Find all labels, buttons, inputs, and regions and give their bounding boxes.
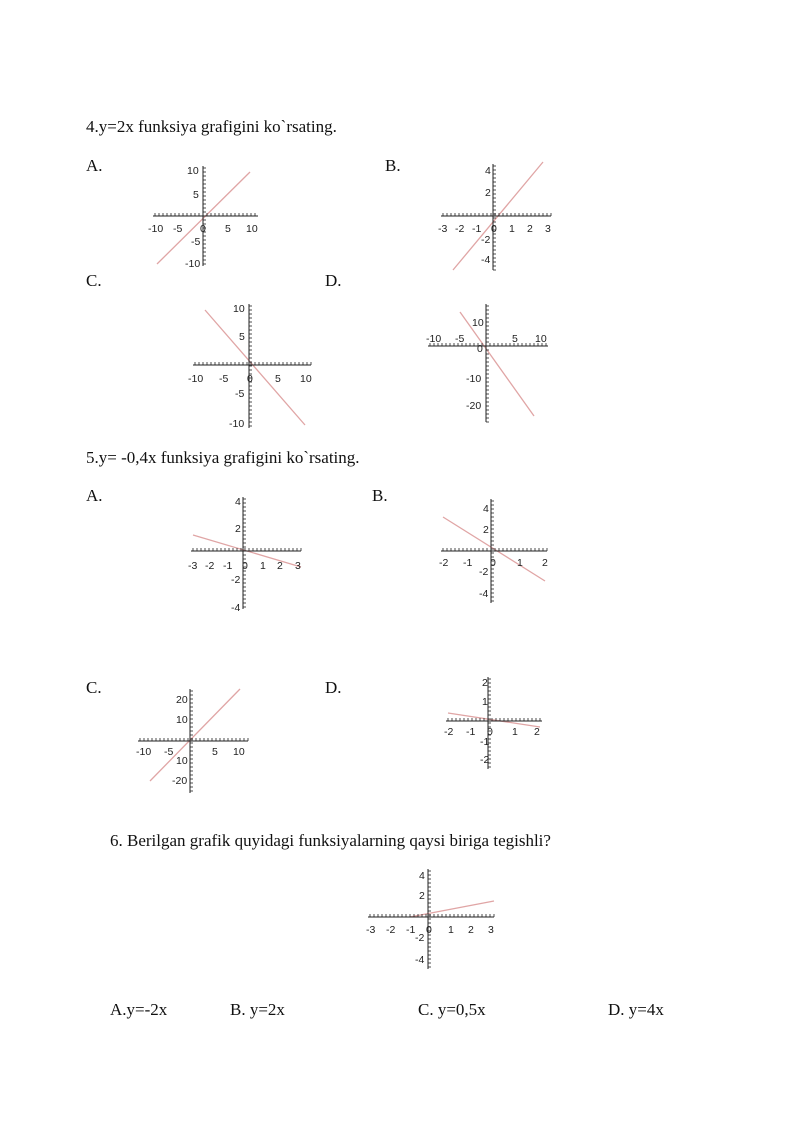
y-tick-label: 10: [176, 755, 188, 767]
y-tick-label: -1: [480, 736, 490, 748]
x-tick-label: 1: [512, 726, 518, 738]
y-tick-label: -10: [466, 373, 482, 385]
x-tick-label: -2: [439, 557, 449, 569]
y-tick-label: 10: [472, 317, 484, 329]
y-tick-label: 2: [482, 677, 488, 689]
x-tick-label: 2: [534, 726, 540, 738]
y-tick-label: -5: [235, 388, 245, 400]
y-tick-label: 4: [483, 503, 489, 515]
y-tick-label: 10: [233, 303, 245, 315]
y-tick-label: -20: [466, 400, 482, 412]
y-tick-label: 2: [235, 523, 241, 535]
x-tick-label: 1: [260, 560, 266, 572]
x-tick-label: -1: [223, 560, 233, 572]
y-tick-label: 2: [483, 524, 489, 536]
x-tick-label: 2: [468, 924, 474, 936]
x-tick-label: 2: [527, 223, 533, 235]
x-tick-label: 2: [542, 557, 548, 569]
y-tick-label: 0: [477, 343, 483, 355]
y-tick-label: -4: [415, 954, 425, 966]
y-tick-label: 4: [235, 496, 241, 508]
q6-answer-b: B. y=2x: [230, 1000, 285, 1019]
x-tick-label: 0: [247, 373, 253, 385]
y-tick-label: 20: [176, 694, 188, 706]
q5-option-c-label: C.: [86, 678, 102, 697]
q4-option-d-label: D.: [325, 271, 342, 290]
y-tick-label: 10: [187, 165, 199, 177]
x-tick-label: 0: [487, 726, 493, 738]
q6-graph: [362, 865, 502, 975]
q4-option-c-label: C.: [86, 271, 102, 290]
question-4-title: 4.y=2x funksiya grafigini ko`rsating.: [86, 117, 337, 136]
q4-graph-a: [145, 160, 270, 270]
y-tick-label: 5: [239, 331, 245, 343]
y-tick-label: 10: [176, 714, 188, 726]
x-tick-label: 0: [490, 557, 496, 569]
x-tick-label: -3: [188, 560, 198, 572]
x-tick-label: 1: [509, 223, 515, 235]
x-tick-label: 0: [426, 924, 432, 936]
y-tick-label: -4: [479, 588, 489, 600]
x-tick-label: -5: [173, 223, 183, 235]
x-tick-label: -1: [463, 557, 473, 569]
question-5-title: 5.y= -0,4x funksiya grafigini ko`rsating.: [86, 448, 360, 467]
q5-option-a-label: A.: [86, 486, 103, 505]
x-tick-label: 0: [491, 223, 497, 235]
y-tick-label: -2: [480, 754, 490, 766]
question-6-title: 6. Berilgan grafik quyidagi funksiyalarning qaysi biriga tegishli?: [110, 831, 551, 850]
x-tick-label: 10: [233, 746, 245, 758]
x-tick-label: -2: [386, 924, 396, 936]
q6-answer-d: D. y=4x: [608, 1000, 664, 1019]
q5-graph-d: [440, 673, 550, 773]
x-tick-label: 0: [242, 560, 248, 572]
q4-graph-c: [185, 300, 320, 430]
x-tick-label: 10: [246, 223, 258, 235]
x-tick-label: -10: [136, 746, 152, 758]
x-tick-label: -1: [472, 223, 482, 235]
y-tick-label: -2: [481, 234, 491, 246]
y-tick-label: -20: [172, 775, 188, 787]
x-tick-label: -10: [426, 333, 442, 345]
x-tick-label: -1: [406, 924, 416, 936]
x-tick-label: 5: [512, 333, 518, 345]
x-tick-label: 5: [275, 373, 281, 385]
q5-graph-a: [185, 493, 310, 613]
y-tick-label: 4: [419, 870, 425, 882]
q5-option-b-label: B.: [372, 486, 388, 505]
x-tick-label: -2: [205, 560, 215, 572]
y-tick-label: 2: [485, 187, 491, 199]
x-tick-label: 1: [448, 924, 454, 936]
y-tick-label: 1: [482, 696, 488, 708]
x-tick-label: 5: [212, 746, 218, 758]
x-tick-label: -5: [164, 746, 174, 758]
q4-option-a-label: A.: [86, 156, 103, 175]
x-tick-label: 3: [488, 924, 494, 936]
y-tick-label: -10: [185, 258, 201, 270]
x-tick-label: -1: [466, 726, 476, 738]
x-tick-label: 3: [545, 223, 551, 235]
y-tick-label: -2: [479, 566, 489, 578]
y-tick-label: -4: [481, 254, 491, 266]
q5-option-d-label: D.: [325, 678, 342, 697]
q6-answer-a: A.y=-2x: [110, 1000, 168, 1019]
x-tick-label: -2: [455, 223, 465, 235]
x-tick-label: -2: [444, 726, 454, 738]
y-tick-label: 4: [485, 165, 491, 177]
x-tick-label: 1: [517, 557, 523, 569]
x-tick-label: -10: [188, 373, 204, 385]
q4-graph-d: [422, 300, 557, 425]
y-tick-label: -2: [415, 932, 425, 944]
q4-graph-b: [435, 158, 560, 273]
y-tick-label: 2: [419, 890, 425, 902]
x-tick-label: 10: [535, 333, 547, 345]
q6-answer-c: C. y=0,5x: [418, 1000, 486, 1019]
x-tick-label: -3: [366, 924, 376, 936]
q5-graph-b: [435, 493, 555, 608]
q5-graph-c: [132, 685, 257, 800]
q4-option-b-label: B.: [385, 156, 401, 175]
y-tick-label: -5: [191, 236, 201, 248]
x-tick-label: -10: [148, 223, 164, 235]
x-tick-label: 0: [200, 223, 206, 235]
y-tick-label: -4: [231, 602, 241, 614]
x-tick-label: 5: [225, 223, 231, 235]
x-tick-label: -3: [438, 223, 448, 235]
y-tick-label: -10: [229, 418, 245, 430]
x-tick-label: -5: [455, 333, 465, 345]
x-tick-label: 3: [295, 560, 301, 572]
x-tick-label: 2: [277, 560, 283, 572]
x-tick-label: -5: [219, 373, 229, 385]
x-tick-label: 10: [300, 373, 312, 385]
y-tick-label: -2: [231, 574, 241, 586]
y-tick-label: 5: [193, 189, 199, 201]
